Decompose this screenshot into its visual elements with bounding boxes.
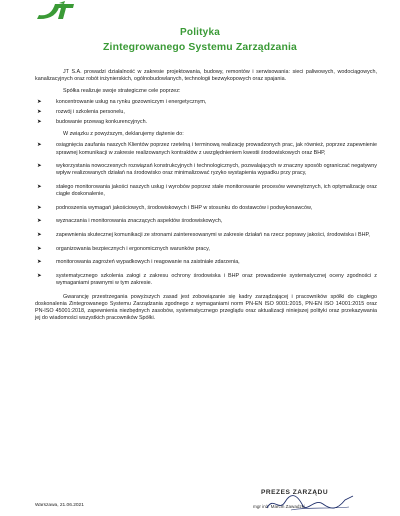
action-item: ➤ podnoszenia wymagań jakościowych, środowiskowych i BHP w stosunku do dostawców i podwykonawców, (37, 204, 313, 211)
stamp-name: mgr inż. Marcin Zawadzki (253, 504, 306, 509)
bullet-arrow-icon: ➤ (37, 98, 42, 105)
document-subtitle: Zintegrowanego Systemu Zarządzania (103, 42, 297, 53)
signature-stamp (245, 488, 365, 514)
action-item: ➤ wykorzystania nowoczesnych rozwiązań konstrukcyjnych i technologicznych, pozwalających w znaczny sposób ograniczać negatywny wpływ realizowanych działań na środowisko oraz minimalizować ryzyko wystąpienia wypadku przy pracy, (37, 163, 377, 177)
bullet-arrow-icon: ➤ (37, 184, 42, 191)
action-item: ➤ systematycznego szkolenia załogi z zakresu ochrony środowiska i BHP oraz prowadzenie systematycznej oceny zgodności z wymaganiami prawnymi w tym zakresie. (37, 272, 377, 286)
goal-item: ➤ budowanie przewag konkurencyjnych. (37, 119, 148, 126)
document-body (35, 69, 377, 322)
goals-intro: Spółka realizuje swoje strategiczne cele poprzez: (63, 88, 181, 95)
action-item: ➤ osiągnięcia zaufania naszych Klientów poprzez rzetelną i terminową realizację prowadzonych prac, jak również, poprzez zapewnienie sprawnej komunikacji w zakresie realizowanych kontraktów z uwzględnieniem kwestii środowiskowych oraz BHP, (37, 142, 377, 156)
bullet-arrow-icon: ➤ (37, 108, 42, 115)
bullet-arrow-icon: ➤ (37, 142, 42, 149)
bullet-arrow-icon: ➤ (37, 218, 42, 225)
goal-item: ➤ rozwój i szkolenia personelu, (37, 108, 125, 115)
bullet-arrow-icon: ➤ (37, 272, 42, 279)
goal-item: ➤ koncentrowanie usług na rynku gozowniczym i energetycznym, (37, 98, 207, 105)
action-item: ➤ organizowania bezpiecznych i ergonomicznych warunków pracy, (37, 245, 210, 252)
stamp-title: PREZES ZARZĄDU (261, 489, 329, 496)
action-item: ➤ wyznaczania i monitorowania znaczących aspektów środowiskowych, (37, 218, 223, 225)
handwritten-signature (245, 488, 365, 514)
bullet-arrow-icon: ➤ (37, 232, 42, 238)
action-item: ➤ monitorowania zagrożeń wypadkowych i reagowanie na zaistniałe zdarzenia, (37, 259, 240, 266)
actions-intro: W związku z powyższym, deklarujemy dążenie do: (63, 131, 184, 138)
action-item: ➤ zapewnienia skutecznej komunikacji ze stronami zainteresowanymi w zakresie działań na rzecz poprawy jakości, środowiska i BHP, (37, 232, 370, 238)
document-title: Polityka (180, 27, 220, 38)
place-date: Warszawa, 21.06.2021 (35, 503, 84, 508)
intro-paragraph: JT S.A. prowadzi działalność w zakresie projektowania, budowy, remontów i serwisowania: sieci paliwowych, wodociągowych, kanalizacyjnych oraz robót inżynierskich, ogólnobudowlanych, technologii bezwykopowych oraz spajania. (35, 69, 377, 83)
bullet-arrow-icon: ➤ (37, 204, 42, 211)
company-logo (33, 1, 75, 21)
action-item: ➤ stałego monitorowania jakości naszych usług i wyrobów poprzez stałe monitorowanie procesów wewnętrznych, ich optymalizację oraz ciągłe doskonalenie, (37, 184, 377, 198)
actions-list (35, 142, 377, 287)
bullet-arrow-icon: ➤ (37, 119, 42, 126)
bullet-arrow-icon: ➤ (37, 259, 42, 266)
closing-paragraph: Gwarancję przestrzegania powyższych zasad jest zobowiązanie się kadry zarządzającej i pracowników spółki do ciągłego doskonalenia Zintegrowanego Systemu Zarządzania zgodnego z wymaganiami norm PN-EN ISO 9001:2015, PN-EN ISO 14001:2015 oraz PN-ISO 45001:2018, zapewnienia niezbędnych zasobów, systematycznego przeglądu oraz aktualizacji niniejszej polityki oraz przekazywania jej do wiadomości wszystkich pracowników Spółki. (35, 293, 377, 322)
bullet-arrow-icon: ➤ (37, 163, 42, 170)
goals-list (35, 99, 377, 127)
bullet-arrow-icon: ➤ (37, 245, 42, 252)
